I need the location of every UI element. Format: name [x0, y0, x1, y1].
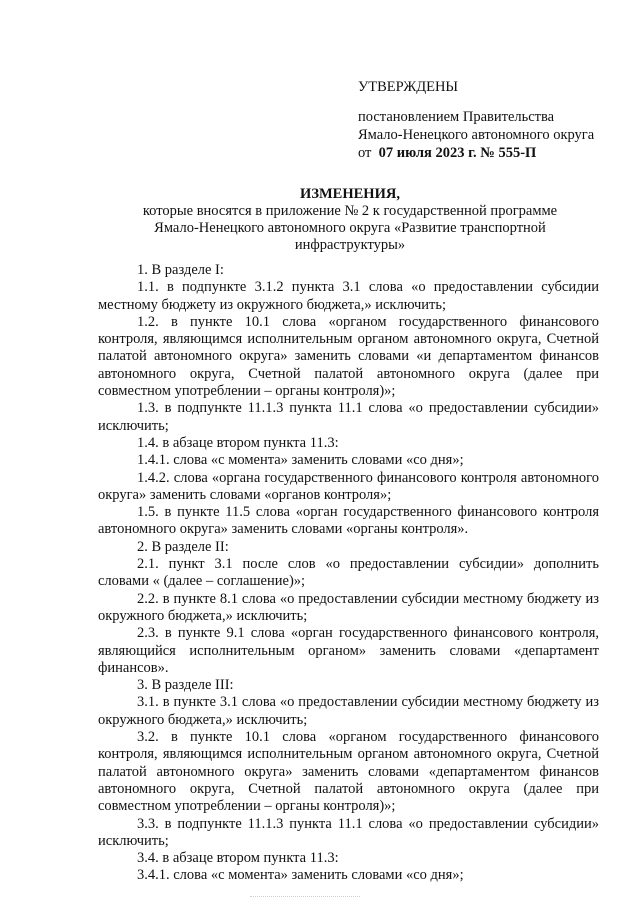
approval-block	[358, 78, 618, 162]
paragraph: 1.2. в пункте 10.1 слова «органом государственного финансового контроля, являющимся исполнительным органом автономного округа, Счетной палатой автономного округа» заменить словами «и департаментом финансов автономного округа, Счетной палатой автономного округа (далее при совместном употреблении – органы контроля)»;	[98, 313, 599, 400]
heading-line-2: Ямало-Ненецкого автономного округа «Развитие транспортной	[154, 220, 546, 236]
paragraph: 1. В разделе I:	[137, 262, 224, 278]
approval-date-value: 07 июля 2023 г. № 555-П	[378, 145, 537, 161]
approval-title: УТВЕРЖДЕНЫ	[358, 79, 459, 95]
document-heading	[60, 186, 640, 254]
paragraph: 3.2. в пункте 10.1 слова «органом государственного финансового контроля, являющимся исполнительным органом автономного округа, Счетной палатой автономного округа» заменить словами «департаментом финансов автономного округа, Счетной палатой автономного округа (далее при совместном употреблении – органы контроля)»;	[98, 729, 599, 815]
paragraph: 2.2. в пункте 8.1 слова «о предоставлении субсидии местному бюджету из окружного бюджета,» исключить;	[98, 590, 599, 624]
paragraph: 1.4. в абзаце втором пункта 11.3:	[137, 434, 339, 451]
paragraph: 1.4.2. слова «органа государственного финансового контроля автономного округа» заменить словами «органов контроля»;	[98, 469, 599, 503]
heading-line-3: инфраструктуры»	[294, 237, 406, 253]
footer-mark	[250, 896, 360, 899]
paragraph: 3. В разделе III:	[137, 677, 234, 694]
paragraph: 2. В разделе II:	[137, 538, 229, 555]
paragraph: 3.1. в пункте 3.1 слова «о предоставлении субсидии местному бюджету из окружного бюджета,» исключить;	[98, 694, 599, 728]
document-body	[98, 262, 599, 885]
approval-line-1: постановлением Правительства	[358, 109, 555, 125]
paragraph: 2.1. пункт 3.1 после слов «о предоставлении субсидии» дополнить словами « (далее – соглашение)»;	[98, 556, 599, 590]
paragraph: 1.1. в подпункте 3.1.2 пункта 3.1 слова «о предоставлении субсидии местному бюджету из окружного бюджета,» исключить;	[98, 279, 599, 313]
paragraph: 3.4.1. слова «с момента» заменить словами «со дня»;	[137, 867, 464, 884]
approval-line-2: Ямало-Ненецкого автономного округа	[358, 127, 595, 143]
approval-date-prefix: от	[358, 145, 372, 161]
paragraph: 1.5. в пункте 11.5 слова «орган государственного финансового контроля автономного округа» заменить словами «органы контроля».	[98, 504, 599, 538]
paragraph: 3.4. в абзаце втором пункта 11.3:	[137, 850, 339, 867]
paragraph: 1.4.1. слова «с момента» заменить словами «со дня»;	[137, 452, 464, 469]
paragraph: 2.3. в пункте 9.1 слова «орган государственного финансового контроля, являющийся исполнительным органом» заменить словами «департамент финансов».	[98, 625, 599, 676]
heading-line-1: которые вносятся в приложение № 2 к государственной программе	[142, 203, 558, 219]
paragraph: 1.3. в подпункте 11.1.3 пункта 11.1 слова «о предоставлении субсидии» исключить;	[98, 400, 599, 434]
paragraph: 3.3. в подпункте 11.1.3 пункта 11.1 слова «о предоставлении субсидии» исключить;	[98, 815, 599, 849]
heading-title: ИЗМЕНЕНИЯ,	[300, 186, 400, 202]
approval-date	[358, 144, 618, 162]
